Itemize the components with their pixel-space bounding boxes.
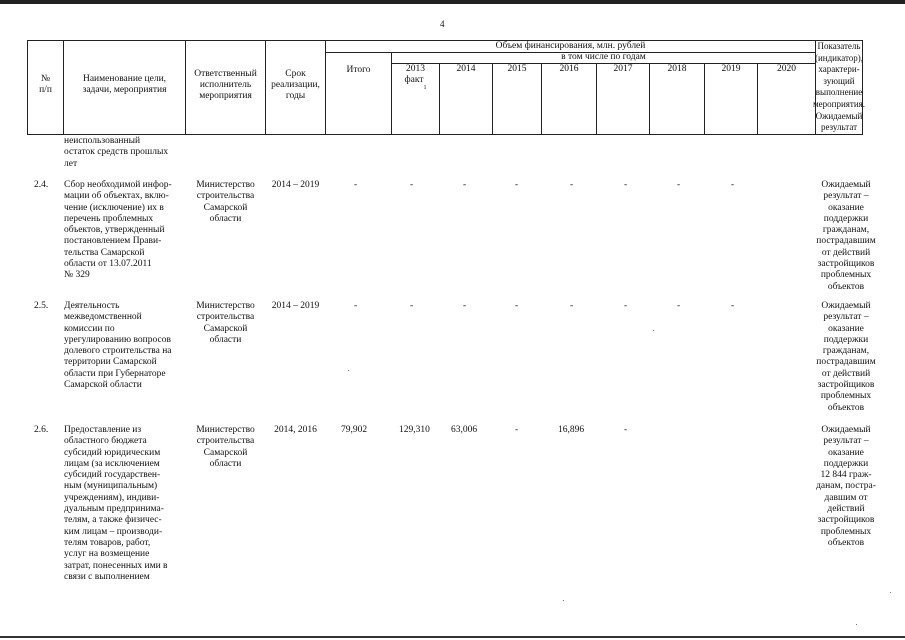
header-total: Итого: [346, 65, 371, 75]
row-period: 2014 – 2019: [271, 301, 320, 311]
header-name: Наименование цели, задачи, мероприятия: [82, 74, 167, 95]
value-2014: -: [463, 301, 467, 311]
row-responsible: Министерство строительства Самарской области: [196, 425, 255, 469]
row-name: Сбор необходимой инфор- мации об объектах, вклю- чение (исключение) их в перечень проблемных объектов, утвержденный постановлением Прави- тельства Самарской области от 13.07.2011 № 329: [64, 180, 172, 281]
value-2013: -: [410, 301, 414, 311]
scan-speck: [563, 600, 564, 601]
carryover-text: неиспользованный остаток средств прошлых лет: [64, 136, 169, 169]
row-indicator: Ожидаемый результат – оказание поддержки гражданам, пострадавшим от действий застройщиков проблемных объектов: [816, 180, 876, 292]
value-2015: -: [515, 301, 519, 311]
value-2018: -: [677, 301, 681, 311]
scan-bottom-border: [0, 636, 905, 638]
value-2015: -: [515, 425, 519, 435]
row-name: Деятельность межведомственной комиссии по урегулированию вопросов долевого строительства на территории Самарской области при Губернаторе Самарской области: [64, 301, 172, 391]
header-funding: Объем финансирования, млн. рублей: [495, 41, 646, 51]
value-2015: -: [515, 180, 519, 190]
value-2016: 16,896: [558, 425, 585, 435]
header-year-2013-label: 2013 факт: [404, 64, 425, 85]
row-indicator: Ожидаемый результат – оказание поддержки гражданам, пострадавшим от действий застройщиков проблемных объектов: [816, 301, 876, 413]
value-2013: -: [410, 180, 414, 190]
row-number: 2.6.: [34, 425, 49, 435]
scan-speck: [348, 370, 349, 371]
scan-speck: [653, 330, 654, 331]
header-by-years: в том числе по годам: [561, 52, 646, 62]
scan-speck: [890, 592, 891, 593]
header-responsible: Ответственный исполнитель мероприятия: [194, 69, 257, 101]
row-responsible: Министерство строительства Самарской области: [196, 180, 255, 224]
row-name: Предоставление из областного бюджета субсидий юридическим лицам (за исключением субсидий государствен- ным (муниципальным) учреждениям), индиви- дуальным предпринима- телям, а также физичес- ким лицам – производи- телям товаров, работ, услуг на возмещение затрат, понесенных ими в связи с выполнением: [64, 425, 168, 582]
header-num: № п/п: [39, 74, 52, 95]
value-2014: -: [463, 180, 467, 190]
value-2017: -: [624, 301, 628, 311]
header-year-2013: [392, 64, 439, 91]
header-year-2020: 2020: [777, 64, 796, 74]
value-2019: -: [731, 180, 735, 190]
header-year-2019: 2019: [721, 64, 741, 74]
value-2016: -: [570, 301, 574, 311]
header-indicator: Показатель (индикатор), характери- зующий выполнение мероприятия. Ожидаемый результат: [812, 41, 866, 133]
header-year-2015: 2015: [507, 64, 527, 74]
value-2013: 129,310: [399, 425, 430, 435]
value-total: -: [354, 301, 358, 311]
value-2014: 63,006: [451, 425, 478, 435]
header-year-2017: 2017: [613, 64, 633, 74]
value-2019: -: [731, 301, 735, 311]
value-total: 79,902: [341, 425, 368, 435]
row-period: 2014, 2016: [274, 425, 317, 435]
header-period: Срок реализации, годы: [271, 69, 320, 101]
header-year-2014: 2014: [456, 64, 476, 74]
header-year-2016: 2016: [559, 64, 579, 74]
value-2016: -: [570, 180, 574, 190]
scan-top-border: [0, 0, 905, 4]
value-total: -: [354, 180, 358, 190]
row-indicator: Ожидаемый результат – оказание поддержки 12 844 граж- данам, постра- давшим от действий застройщиков проблемных объектов: [816, 425, 876, 548]
scan-speck: [856, 624, 857, 625]
value-2017: -: [624, 425, 628, 435]
header-year-2018: 2018: [667, 64, 687, 74]
row-number: 2.5.: [34, 301, 49, 311]
row-responsible: Министерство строительства Самарской области: [196, 301, 255, 345]
page-number: 4: [440, 19, 445, 29]
footnote-mark: 1: [423, 85, 427, 91]
row-period: 2014 – 2019: [271, 180, 320, 190]
value-2018: -: [677, 180, 681, 190]
row-number: 2.4.: [34, 180, 49, 190]
value-2017: -: [624, 180, 628, 190]
